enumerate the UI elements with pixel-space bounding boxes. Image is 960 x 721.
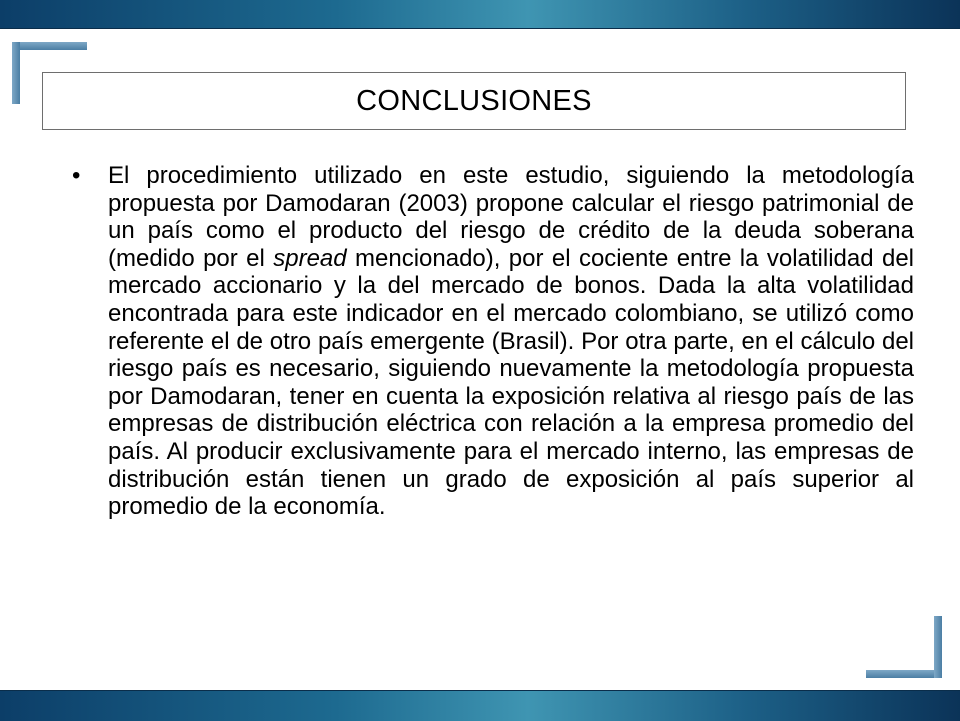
bottom-right-bracket-vertical xyxy=(934,616,942,678)
top-left-bracket-horizontal xyxy=(12,42,87,50)
bullet-text-part2: mencionado), por el cociente entre la volatilidad del mercado accionario y la del mercado de bonos. Dada la alta volatilidad encontrada para este indicador en el mercado colombiano, se utilizó como referente el de otro país emergente (Brasil). Por otra parte, en el cálculo del riesgo país es necesario, siguiendo nuevamente la metodología propuesta por Damodaran, tener en cuenta la exposición relativa al riesgo país de las empresas de distribución eléctrica con relación a la empresa promedio del país. Al producir exclusivamente para el mercado interno, las empresas de distribución están tienen un grado de exposición al país superior al promedio de la economía. xyxy=(108,244,915,521)
bullet-paragraph xyxy=(108,162,914,521)
bottom-right-bracket-horizontal xyxy=(866,670,942,678)
bottom-decorative-band xyxy=(0,690,960,721)
bullet-text-part1: El procedimiento utilizado en este estudio, siguiendo la metodología propuesta por Damodaran (2003) propone calcular el riesgo patrimonial de un país como el producto del riesgo de crédito de la deuda soberana (medido por el xyxy=(108,162,914,272)
bullet-text-italic: spread xyxy=(273,244,347,272)
top-decorative-band xyxy=(0,0,960,29)
top-left-bracket-vertical xyxy=(12,42,20,104)
slide-title: CONCLUSIONES xyxy=(356,84,592,117)
title-box xyxy=(42,72,906,130)
bullet-marker: • xyxy=(72,162,81,189)
